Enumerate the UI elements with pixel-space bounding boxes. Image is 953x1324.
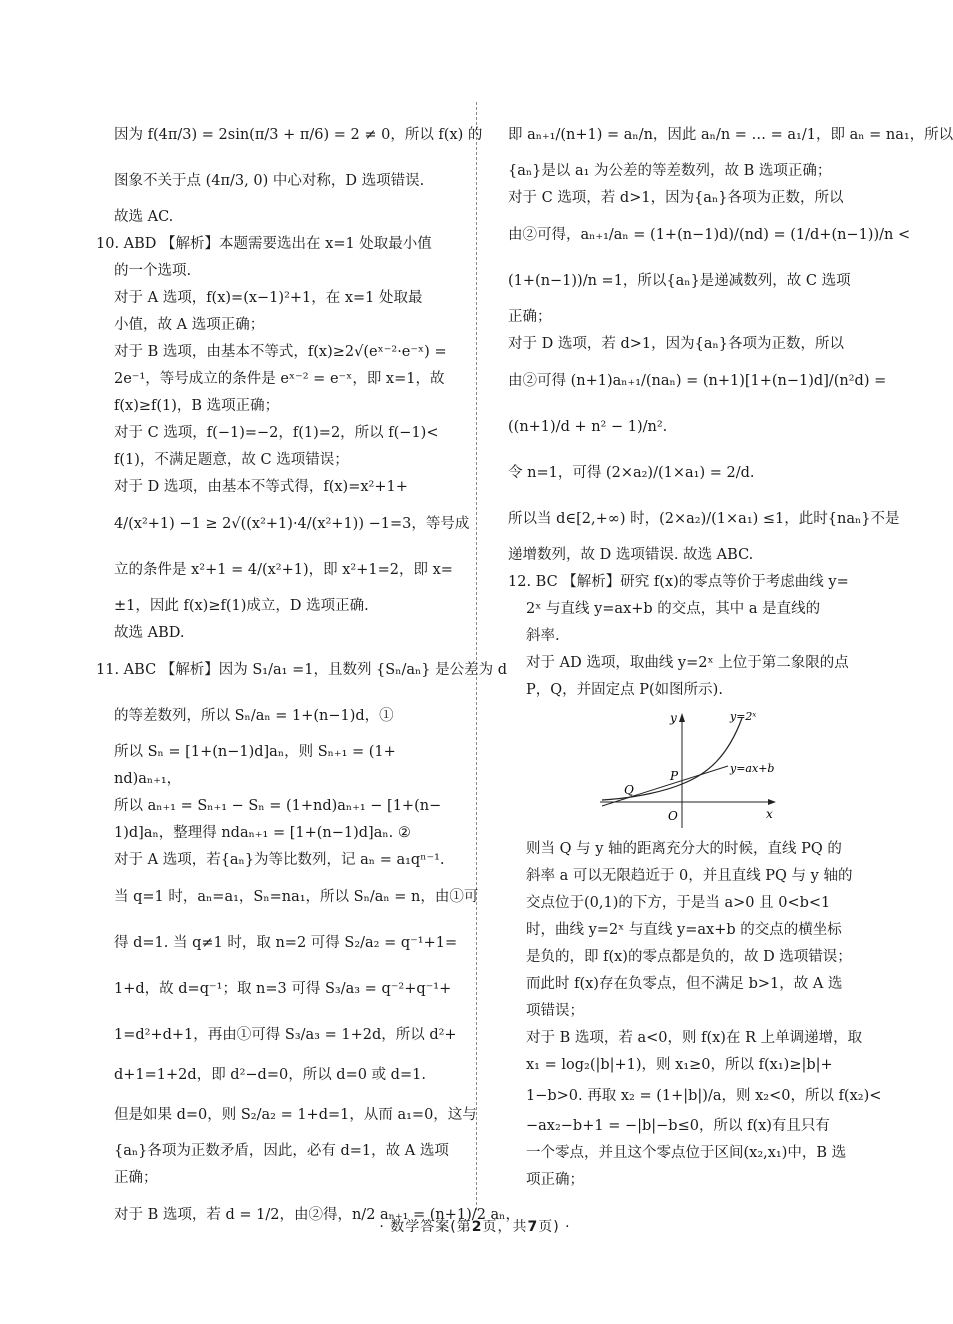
left-column-line: 的等差数列，所以 Sₙ/aₙ = 1+(n−1)d，① [114,708,394,724]
right-column-line: 由②可得，aₙ₊₁/aₙ = (1+(n−1)d)/(nd) = (1/d+(n−1))/n < [508,227,911,243]
right-column-bottom [508,836,882,1194]
footer-mid: 页，共 [482,1219,528,1235]
right-column-line: 12. BC 【解析】研究 f(x)的零点等价于考虑曲线 y= [508,574,849,590]
secant-line [602,766,728,806]
footer-suffix: 页) · [538,1219,571,1235]
x-axis-label: x [766,807,773,821]
left-column-line: 2e⁻¹，等号成立的条件是 eˣ⁻² = e⁻ˣ，即 x=1，故 [114,371,445,387]
footer-total-pages: 7 [527,1219,539,1235]
left-column-line: 故选 ABD. [114,625,185,641]
right-column-line: 斜率 a 可以无限趋近于 0，并且直线 PQ 与 y 轴的 [526,868,853,884]
left-column-line: 所以 aₙ₊₁ = Sₙ₊₁ − Sₙ = (1+nd)aₙ₊₁ − [1+(n− [114,798,442,814]
right-column-line: 由②可得 (n+1)aₙ₊₁/(naₙ) = (n+1)[1+(n−1)d]/(n²d) = [508,373,887,389]
left-column-line: 但是如果 d=0，则 S₂/a₂ = 1+d=1，从而 a₁=0，这与 [114,1107,477,1123]
right-column-line: 斜率. [526,628,560,644]
left-column-line: 对于 D 选项，由基本不等式得，f(x)=x²+1+ [114,479,408,495]
right-column-line: 则当 Q 与 y 轴的距离充分大的时候，直线 PQ 的 [526,841,842,857]
left-column-line: 11. ABC 【解析】因为 S₁/a₁ =1，且数列 {Sₙ/aₙ} 是公差为 d [96,662,508,678]
right-column-line: 正确； [508,309,552,325]
left-column-line: 4/(x²+1) −1 ≥ 2√((x²+1)·4/(x²+1)) −1=3，等号成 [114,516,470,532]
left-column-line: 10. ABD 【解析】本题需要选出在 x=1 处取最小值 [96,236,432,252]
left-column-line: ±1，因此 f(x)≥f(1)成立，D 选项正确. [114,598,369,614]
left-column-line: f(x)≥f(1)，B 选项正确； [114,398,280,414]
exp-curve [602,718,742,800]
left-column-line: d+1=1+2d，即 d²−d=0，所以 d=0 或 d=1. [114,1067,426,1083]
left-column-line: 小值，故 A 选项正确； [114,317,265,333]
x-axis-arrow [768,799,776,805]
line-label: y=ax+b [730,762,775,775]
right-column-line: 对于 AD 选项，取曲线 y=2ˣ 上位于第二象限的点 [526,655,849,671]
left-column-line: 立的条件是 x²+1 = 4/(x²+1)，即 x²+1=2，即 x= [114,562,453,578]
right-column-line: 时，曲线 y=2ˣ 与直线 y=ax+b 的交点的横坐标 [526,922,842,938]
left-column-line: 当 q=1 时，aₙ=a₁，Sₙ=na₁，所以 Sₙ/aₙ = n，由①可 [114,889,479,905]
left-column-line: 图象不关于点 (4π/3, 0) 中心对称，D 选项错误. [114,173,425,189]
right-column-line: 递增数列，故 D 选项错误. 故选 ABC. [508,547,754,563]
right-column-line: x₁ = log₂(|b|+1)，则 x₁≥0，所以 f(x₁)≥|b|+ [526,1057,833,1073]
right-column-line: {aₙ}是以 a₁ 为公差的等差数列，故 B 选项正确； [508,163,832,179]
left-column-line: 对于 B 选项，由基本不等式，f(x)≥2√(eˣ⁻²·e⁻ˣ) = [114,344,447,360]
page-footer [0,1216,950,1236]
column-divider [476,102,477,1210]
left-column-line: 故选 AC. [114,209,174,225]
right-column-line: 对于 D 选项，若 d>1，因为{aₙ}各项为正数，所以 [508,336,844,352]
right-column-line: 对于 B 选项，若 a<0，则 f(x)在 R 上单调递增，取 [526,1030,863,1046]
left-column-line: 因为 f(4π/3) = 2sin(π/3 + π/6) = 2 ≠ 0，所以 f(x) 的 [114,127,483,143]
point-q-label: Q [624,783,634,797]
right-column-line: 项错误； [526,1003,584,1019]
right-column-line: 令 n=1，可得 (2×a₂)/(1×a₁) = 2/d. [508,465,755,481]
right-column-line: 而此时 f(x)存在负零点，但不满足 b>1，故 A 选 [526,976,843,992]
exponential-figure [598,710,778,830]
left-column-line: 所以 Sₙ = [1+(n−1)d]aₙ，则 Sₙ₊₁ = (1+ [114,744,396,760]
right-column-line: 对于 C 选项，若 d>1，因为{aₙ}各项为正数，所以 [508,190,844,206]
left-column-line: 得 d=1. 当 q≠1 时，取 n=2 可得 S₂/a₂ = q⁻¹+1= [114,935,458,951]
left-column-line: 1+d，故 d=q⁻¹；取 n=3 可得 S₃/a₃ = q⁻²+q⁻¹+ [114,981,452,997]
left-column-line: 正确； [114,1170,158,1186]
left-column-line: 对于 C 选项，f(−1)=−2，f(1)=2，所以 f(−1)< [114,425,439,441]
y-axis-arrow [679,713,685,722]
left-column-line: nd)aₙ₊₁， [114,771,182,787]
point-p-label: P [670,769,679,783]
right-column-line: ((n+1)/d + n² − 1)/n². [508,419,668,435]
right-column [508,112,953,1194]
right-column-line: 所以当 d∈[2,+∞) 时，(2×a₂)/(1×a₁) ≤1，此时{naₙ}不是 [508,511,900,527]
left-column-line: {aₙ}各项为正数矛盾，因此，必有 d=1，故 A 选项 [114,1143,449,1159]
right-column-line: 交点位于(0,1)的下方，于是当 a>0 且 0<b<1 [526,895,831,911]
right-column-top [508,112,953,704]
footer-prefix: · 数学答案(第 [379,1219,472,1235]
left-column-line: 对于 A 选项，若{aₙ}为等比数列，记 aₙ = a₁qⁿ⁻¹. [114,852,445,868]
right-column-line: 2ˣ 与直线 y=ax+b 的交点，其中 a 是直线的 [526,601,821,617]
right-column-line: 一个零点，并且这个零点位于区间(x₂,x₁)中，B 选 [526,1145,847,1161]
curve-label: y=2ˣ [730,710,757,723]
left-column-line: 1=d²+d+1，再由①可得 S₃/a₃ = 1+2d，所以 d²+ [114,1027,457,1043]
right-column-line: 是负的，即 f(x)的零点都是负的，故 D 选项错误； [526,949,852,965]
y-axis-label: y [670,711,677,725]
right-column-line: −ax₂−b+1 = −|b|−b≤0，所以 f(x)有且只有 [526,1118,830,1134]
right-column-line: 即 aₙ₊₁/(n+1) = aₙ/n，因此 aₙ/n = … = a₁/1，即 aₙ = na₁，所以 [508,127,953,143]
left-column-line: 的一个选项. [114,263,192,279]
left-column-line: 对于 A 选项，f(x)=(x−1)²+1，在 x=1 处取最 [114,290,423,306]
left-column-line: 对于 B 选项，若 d = 1/2，由②得，n/2 aₙ₊₁ = (n+1)/2 aₙ， [114,1207,520,1223]
right-column-line: 1−b>0. 再取 x₂ = (1+|b|)/a，则 x₂<0，所以 f(x₂)< [526,1088,882,1104]
footer-page-number: 2 [471,1219,483,1235]
left-column-line: 1)d]aₙ，整理得 ndaₙ₊₁ = [1+(n−1)d]aₙ. ② [114,825,411,841]
left-column-line: f(1)，不满足题意，故 C 选项错误； [114,452,349,468]
right-column-line: 项正确； [526,1172,584,1188]
right-column-line: P，Q，并固定点 P(如图所示). [526,682,723,698]
origin-label: O [668,809,678,823]
right-column-line: (1+(n−1))/n =1，所以{aₙ}是递减数列，故 C 选项 [508,273,851,289]
